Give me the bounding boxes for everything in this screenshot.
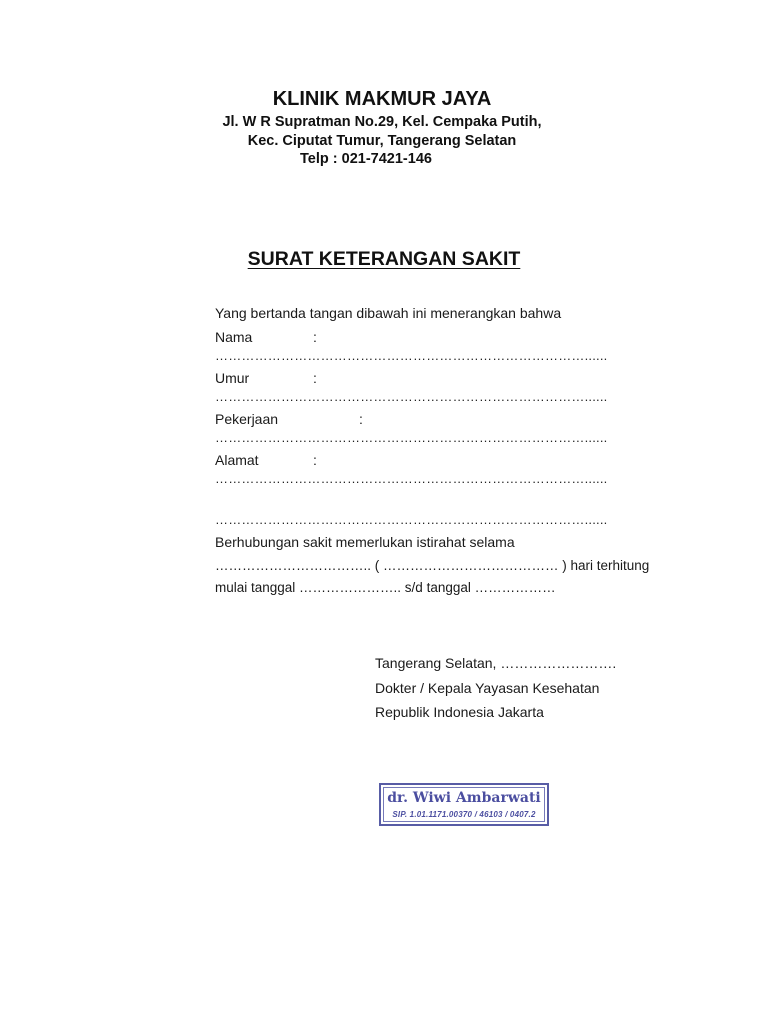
intro-text: Yang bertanda tangan dibawah ini menerangkan bahwa (215, 305, 562, 321)
rest-period-text: Berhubungan sakit memerlukan istirahat selama (215, 534, 515, 550)
signature-place-date: Tangerang Selatan, ……………………. (375, 655, 617, 671)
rest-period-dates: mulai tanggal ………………….. s/d tanggal ……………… (215, 580, 556, 595)
signature-institution: Republik Indonesia Jakarta (375, 704, 544, 720)
signature-position: Dokter / Kepala Yayasan Kesehatan (375, 680, 600, 696)
rest-period-days: …………………………….. ( ………………………………… ) hari terhitung (215, 558, 650, 573)
field-colon-nama: : (313, 329, 317, 345)
clinic-address-line2: Kec. Ciputat Tumur, Tangerang Selatan (247, 133, 517, 149)
letter-title (0, 248, 768, 271)
clinic-phone: Telp : 021-7421-146 (300, 151, 432, 167)
field-colon-umur: : (313, 370, 317, 386)
field-label-nama: Nama (215, 329, 253, 345)
field-dots-umur: …………………………………………………………………………...... (215, 389, 608, 404)
field-dots-nama: …………………………………………………………………………...... (215, 348, 608, 363)
field-dots-alamat-extra: …………………………………………………………………………...... (215, 512, 608, 527)
stamp-doctor-name: dr. Wiwi Ambarwati (387, 790, 541, 806)
doctor-stamp (379, 783, 549, 826)
field-label-umur: Umur (215, 370, 250, 386)
clinic-address-line1: Jl. W R Supratman No.29, Kel. Cempaka Putih, (222, 114, 542, 130)
field-label-pekerjaan: Pekerjaan (215, 411, 279, 427)
field-label-alamat: Alamat (215, 452, 259, 468)
field-colon-alamat: : (313, 452, 317, 468)
field-colon-pekerjaan: : (359, 411, 363, 427)
stamp-license-number: SIP. 1.01.1171.00370 / 46103 / 0407.2 (392, 810, 536, 819)
field-dots-pekerjaan: …………………………………………………………………………...... (215, 430, 608, 445)
letter-title-text: SURAT KETERANGAN SAKIT (247, 248, 521, 270)
field-dots-alamat: …………………………………………………………………………...... (215, 471, 608, 486)
clinic-name: KLINIK MAKMUR JAYA (272, 88, 492, 110)
